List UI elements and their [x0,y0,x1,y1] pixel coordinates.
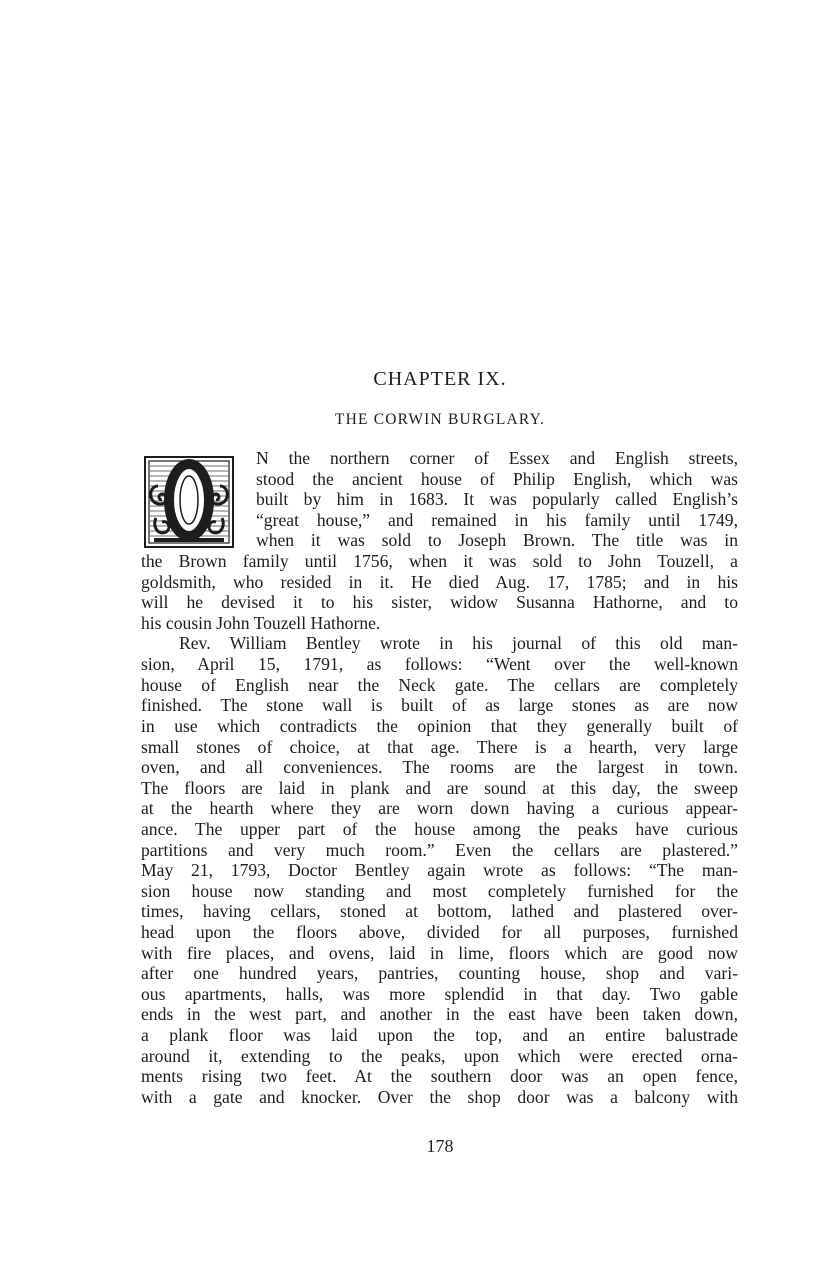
text-line: around it, extending to the peaks, upon which were erected orna- [141,1045,738,1066]
text-line: at the hearth where they are worn down having a curious appear- [141,798,738,819]
text-line: The floors are laid in plank and are sound at this day, the sweep [141,777,738,798]
text-line: goldsmith, who resided in it. He died Aug. 17, 1785; and in his [141,571,738,592]
text-line: stood the ancient house of Philip English, which was [256,468,738,489]
text-line: with a gate and knocker. Over the shop door was a balcony with [141,1086,738,1107]
chapter-subtitle: THE CORWIN BURGLARY. [334,411,546,428]
text-line: ous apartments, halls, was more splendid in that day. Two gable [141,983,738,1004]
text-line: May 21, 1793, Doctor Bentley again wrote as follows: “The man- [141,860,738,881]
text-line: oven, and all conveniences. The rooms are the largest in town. [141,757,738,778]
text-line: in use which contradicts the opinion that they generally built of [141,715,738,736]
text-line: ments rising two feet. At the southern door was an open fence, [141,1066,738,1087]
text-line: will he devised it to his sister, widow Susanna Hathorne, and to [141,592,738,613]
text-line: sion, April 15, 1791, as follows: “Went over the well-known [141,654,738,675]
text-line: small stones of choice, at that age. There is a hearth, very large [141,736,738,757]
text-line: built by him in 1683. It was popularly called English’s [256,489,738,510]
text-line: finished. The stone wall is built of as large stones as are now [141,695,738,716]
ornamental-initial-O-icon [144,456,234,548]
chapter-title: CHAPTER IX. [373,368,507,390]
text-line: when it was sold to Joseph Brown. The title was in [256,530,738,551]
text-line: ance. The upper part of the house among the peaks have curious [141,818,738,839]
page-number: 178 [426,1136,454,1156]
body-text [141,448,738,1108]
text-line: a plank floor was laid upon the top, and an entire balustrade [141,1025,738,1046]
text-line: after one hundred years, pantries, counting house, shop and vari- [141,963,738,984]
text-line: the Brown family until 1756, when it was sold to John Touzell, a [141,551,738,572]
text-line: head upon the floors above, divided for all purposes, furnished [141,922,738,943]
text-line: partitions and very much room.” Even the cellars are plastered.” [141,839,738,860]
text-line: house of English near the Neck gate. The cellars are completely [141,674,738,695]
text-line: Rev. William Bentley wrote in his journal of this old man- [179,633,738,654]
text-line: his cousin John Touzell Hathorne. [141,612,381,633]
text-line: N the northern corner of Essex and English streets, [256,448,738,468]
text-line: “great house,” and remained in his family until 1749, [256,509,738,530]
text-line: ends in the west part, and another in the east have been taken down, [141,1004,738,1025]
text-line: sion house now standing and most completely furnished for the [141,880,738,901]
text-line: with fire places, and ovens, laid in lime, floors which are good now [141,942,738,963]
text-line: times, having cellars, stoned at bottom, lathed and plastered over- [141,901,738,922]
